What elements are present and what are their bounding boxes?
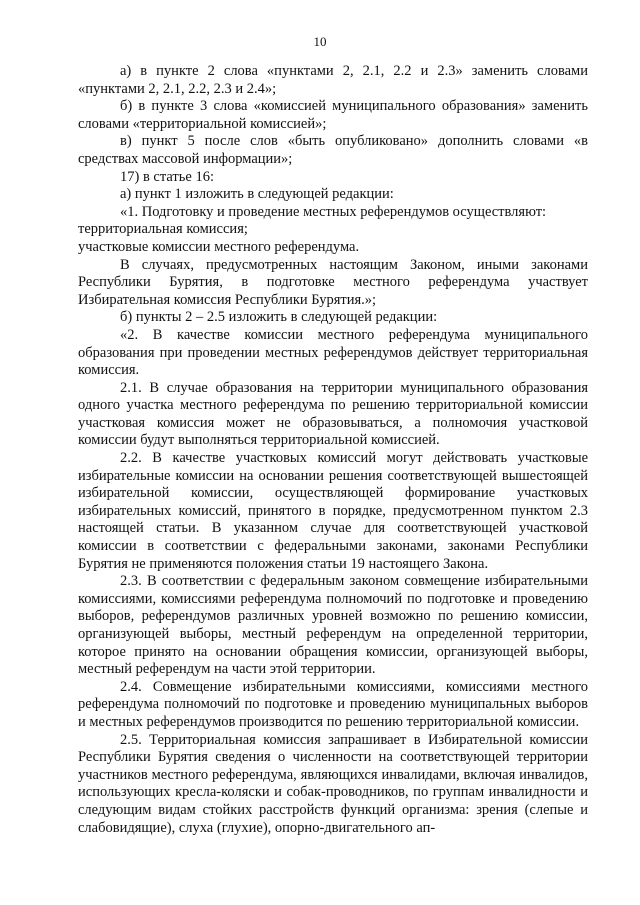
paragraph-amend-2-c: в) пункт 5 после слов «быть опубликовано» дополнить словами «в средствах массовой информации»; <box>78 133 588 167</box>
paragraph-amend-2-a: а) в пункте 2 слова «пунктами 2, 2.1, 2.2 и 2.3» заменить словами «пунктами 2, 2.1, 2.2, 2.3 и 2.4»; <box>78 63 588 97</box>
paragraph-item-2-2: 2.2. В качестве участковых комиссий могут действовать участковые избирательные комиссии на основании решения соответствующей вышестоящей избирательной комиссии, осуществляющей формирование участковых избирательных комиссий, принятого в порядке, предусмотренном пунктом 2.3 настоящей статьи. В указанном случае для соответствующей участковой комиссии в соответствии с федеральными законами, законами Республики Бурятия не применяются положения статьи 19 настоящего Закона. <box>78 450 588 572</box>
paragraph-item-2-4: 2.4. Совмещение избирательными комиссиями, комиссиями местного референдума полномочий по подготовке и проведению муниципальных выборов и местных референдумов производится по решению территориальной комиссии. <box>78 678 588 730</box>
page-number: 10 <box>313 34 327 49</box>
paragraph-republic-commission: В случаях, предусмотренных настоящим Законом, иными законами Республики Бурятия, в подготовке местного референдума участвует Избирательная комиссия Республики Бурятия.»; <box>78 256 588 308</box>
paragraph-item-1: «1. Подготовку и проведение местных референдумов осуществляют: <box>120 203 547 220</box>
paragraph-territorial-commission: территориальная комиссия; <box>78 221 248 238</box>
paragraph-amend-2-b: б) в пункте 3 слова «комиссией муниципального образования» заменить словами «территориальной комиссией»; <box>78 98 588 132</box>
paragraph-item-2-1: 2.1. В случае образования на территории муниципального образования одного участка местного референдума по решению территориальной комиссии участковая комиссия может не образовываться, а полномочия участковой комиссии будут выполняться территориальной комиссией. <box>78 379 588 449</box>
document-body <box>78 63 588 837</box>
paragraph-item-2-5: 2.5. Территориальная комиссия запрашивает в Избирательной комиссии Республики Бурятия сведения о численности на соответствующей территории участников местного референдума, являющихся инвалидами, включая инвалидов, использующих кресла-коляски и собак-проводников, по группам инвалидности и следующим видам стойких расстройств функций организма: зрения (слепые и слабовидящие), слуха (глухие), опорно-двигательного ап- <box>78 731 588 836</box>
paragraph-article-16-a: а) пункт 1 изложить в следующей редакции: <box>120 186 394 203</box>
paragraph-article-16-heading: 17) в статье 16: <box>120 168 214 185</box>
paragraph-item-2-3: 2.3. В соответствии с федеральным законом совмещение избирательными комиссиями, комиссиями референдума полномочий по подготовке и проведению выборов, референдумов различных уровней возможно по решению комиссии, организующей выборы, местный референдум на определенной территории, которое принято на основании обращения комиссии, организующей выборы, местный референдум на части этой территории. <box>78 573 588 678</box>
paragraph-article-16-b: б) пункты 2 – 2.5 изложить в следующей редакции: <box>120 309 438 326</box>
paragraph-precinct-commissions: участковые комиссии местного референдума. <box>78 238 360 255</box>
paragraph-item-2: «2. В качестве комиссии местного референдума муниципального образования при проведении местных референдумов действует территориальная комиссия. <box>78 326 588 379</box>
